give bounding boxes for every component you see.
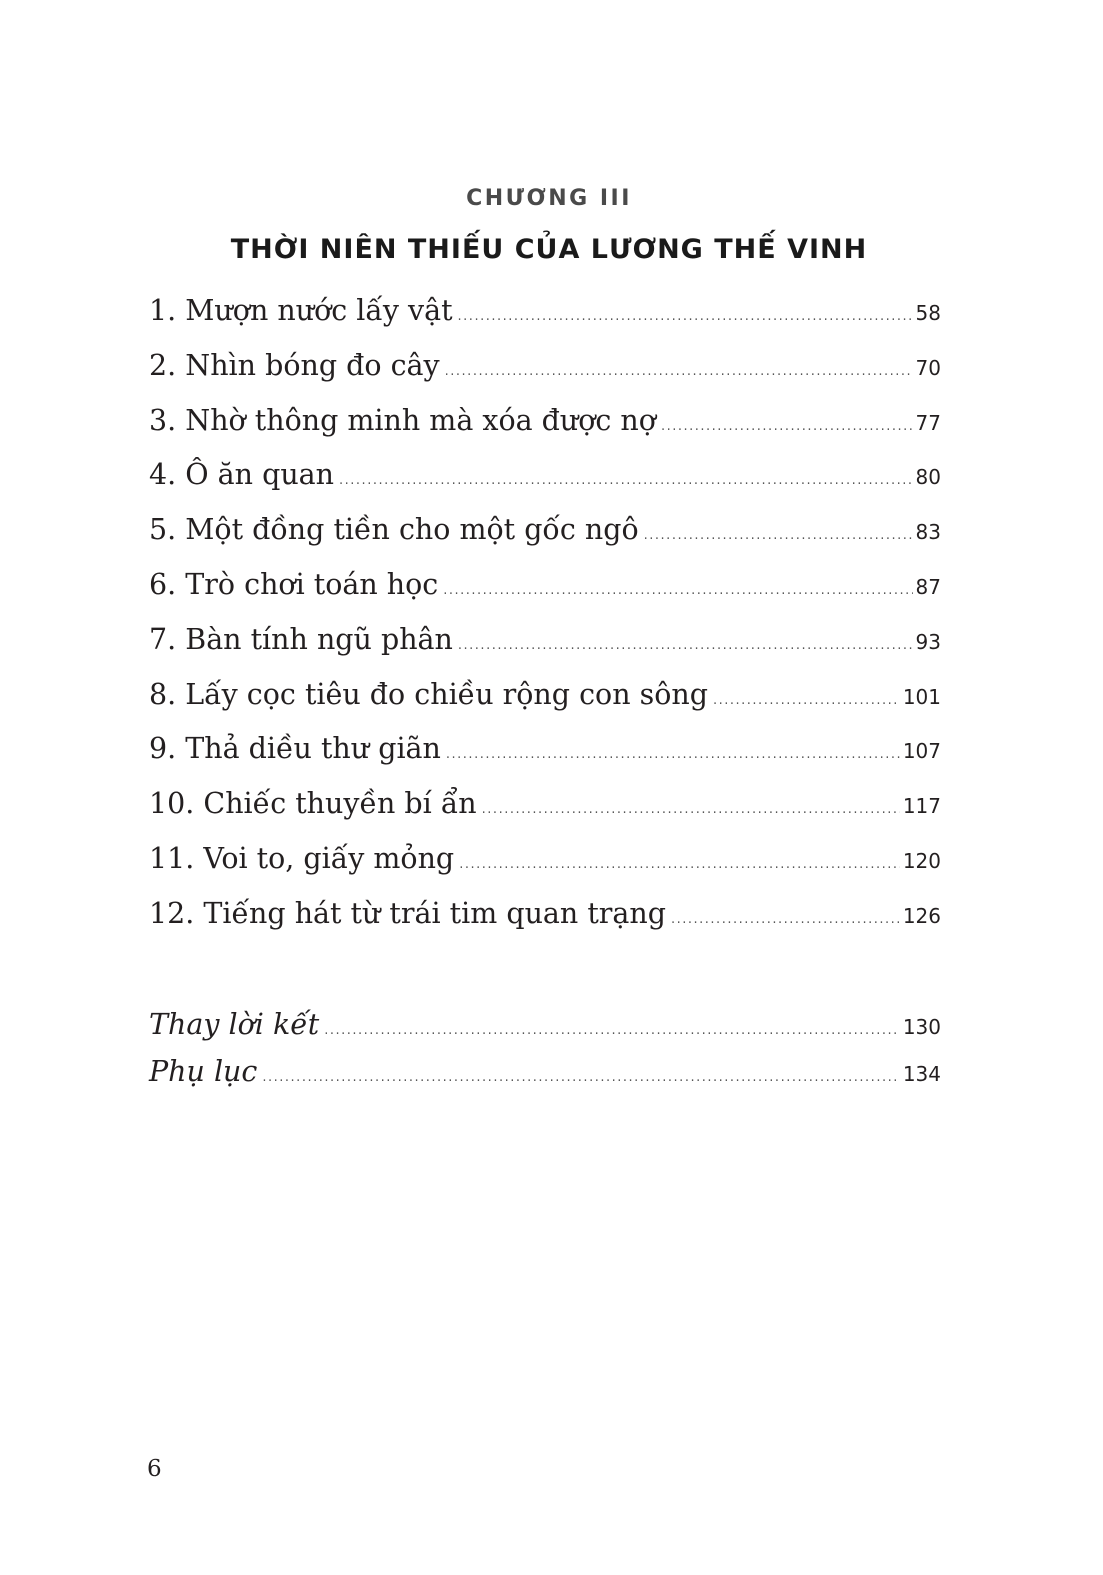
toc-entry-page: 117 (902, 794, 941, 819)
dot-leader (446, 747, 900, 762)
dot-leader (671, 912, 900, 927)
toc-entry-page: 101 (902, 684, 941, 709)
toc-entry[interactable] (149, 568, 941, 623)
toc-entry-title: 6. Trò chơi toán học (149, 567, 439, 601)
dot-leader (443, 583, 912, 598)
toc-entry[interactable] (149, 897, 941, 952)
toc-entry-page: 93 (915, 629, 941, 654)
dot-leader (713, 693, 900, 708)
dot-leader (482, 802, 900, 817)
toc-entry[interactable] (149, 294, 941, 349)
toc-entry-title: 8. Lấy cọc tiêu đo chiều rộng con sông (149, 677, 708, 711)
toc-entry-page: 58 (915, 301, 941, 325)
chapter-label: CHƯƠNG III (466, 186, 632, 211)
toc-entry-page: 126 (902, 903, 941, 928)
table-of-contents (149, 294, 941, 952)
toc-entry-title: Thay lời kết (149, 1008, 320, 1041)
toc-entry-page: 80 (915, 465, 941, 490)
toc-entry[interactable] (149, 732, 941, 787)
toc-entry-title: 10. Chiếc thuyền bí ẩn (149, 787, 477, 821)
dot-leader (339, 473, 913, 488)
toc-entry-page: 77 (915, 410, 941, 435)
toc-entry[interactable] (149, 349, 941, 404)
toc-entry[interactable] (149, 842, 941, 897)
toc-entry-page: 130 (902, 1015, 941, 1039)
toc-entry-afterword[interactable] (149, 1008, 941, 1055)
toc-entry-page: 120 (902, 848, 941, 873)
dot-leader (445, 364, 913, 379)
toc-entry-page: 87 (915, 574, 941, 599)
toc-entry[interactable] (149, 623, 941, 678)
toc-entry-page: 134 (902, 1062, 941, 1086)
toc-entry-title: 11. Voi to, giấy mỏng (149, 841, 455, 875)
toc-entry-title: Phụ lục (149, 1055, 258, 1088)
toc-entry-title: 7. Bàn tính ngũ phân (149, 622, 453, 656)
dot-leader (324, 1023, 900, 1038)
page-number: 6 (147, 1456, 162, 1482)
toc-entry-title: 5. Một đồng tiền cho một gốc ngô (149, 513, 639, 547)
toc-entry-title: 2. Nhìn bóng đo cây (149, 348, 440, 382)
chapter-title: THỜI NIÊN THIẾU CỦA LƯƠNG THẾ VINH (230, 234, 868, 265)
dot-leader (661, 419, 913, 434)
dot-leader (458, 309, 913, 324)
toc-entry[interactable] (149, 404, 941, 459)
toc-entry-title: 4. Ô ăn quan (149, 458, 335, 492)
toc-entry-title: 9. Thả diều thư giãn (149, 732, 441, 766)
toc-entry-appendix[interactable] (149, 1055, 941, 1102)
toc-entry[interactable] (149, 458, 941, 513)
toc-entry-title: 1. Mượn nước lấy vật (149, 294, 453, 327)
toc-entry-page: 70 (915, 355, 941, 380)
toc-entry-page: 107 (902, 739, 941, 764)
table-of-contents-extras (149, 1008, 941, 1102)
toc-entry-page: 83 (915, 520, 941, 545)
toc-entry[interactable] (149, 513, 941, 568)
toc-entry-title: 12. Tiếng hát từ trái tim quan trạng (149, 896, 666, 930)
toc-entry[interactable] (149, 678, 941, 733)
dot-leader (644, 528, 913, 543)
toc-entry-title: 3. Nhờ thông minh mà xóa được nợ (149, 403, 656, 437)
toc-entry[interactable] (149, 787, 941, 842)
dot-leader (458, 638, 913, 653)
dot-leader (262, 1070, 899, 1085)
dot-leader (459, 857, 900, 872)
